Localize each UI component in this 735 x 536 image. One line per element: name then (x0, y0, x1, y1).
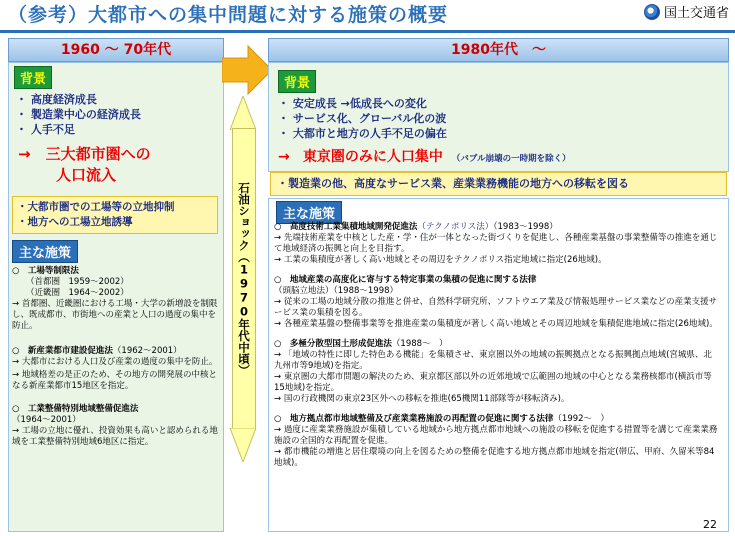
measure-new-industrial-cities: ○ 新産業都市建設促進法（1962〜2001） → 大都市における人口及び産業の過度の集中を防止。 → 地域格差の是正のため、その地方の開発展の中核となる新産業都市15地区を指定。 (12, 346, 218, 391)
left-measures-tag: 主な施策 (12, 240, 78, 263)
left-background-list (16, 92, 216, 137)
page-number: 22 (703, 518, 717, 531)
list-item: ・ 製造業中心の経済成長 (16, 108, 141, 121)
list-item: ・ 安定成長 →低成長への変化 (278, 97, 427, 110)
list-item: ・ 大都市と地方の人手不足の偏在 (278, 127, 447, 140)
tokyo-concentration: → 東京圏のみに人口集中 （バブル崩壊の一時期を除く） (278, 149, 571, 165)
left-background-tag: 背景 (14, 66, 52, 89)
measure-industrial-development-areas: ○ 工業整備特別地域整備促進法 （1964〜2001） → 工場の立地に優れ、投資効果も高いと認められる地域を工業整備特別地域6地区に指定。 (12, 404, 218, 447)
policy-line: ・大都市圏での工場等の立地抑制 (17, 201, 175, 213)
list-item: ・ 高度経済成長 (16, 93, 97, 106)
page-title: （参考）大都市への集中問題に対する施策の概要 (8, 4, 449, 26)
right-measures-tag: 主な施策 (276, 201, 342, 224)
left-measures-list (12, 266, 218, 448)
period-header-1960s: 1960 〜 70年代 (8, 38, 224, 62)
right-background-tag: 背景 (278, 70, 316, 93)
left-policy-box (12, 196, 218, 234)
right-measures-list (274, 222, 720, 469)
ministry-logo (644, 2, 729, 21)
measure-brain-location: ○ 地域産業の高度化に寄与する特定事業の集積の促進に関する法律 （頭脳立地法）（1988〜1998） → 従来の工場の地域分散の推進と併せ、自然科学研究所、ソフトウエア業及び情報処理サービス業などの産業支援サービス業の集積を図る。 → 各種産業基盤の整備事業等を推進産業の集積度が著しく高い地域とその周辺地域を集積促進地域に指定(26地域)。 (274, 275, 718, 329)
policy-line: ・地方への工場立地誘導 (17, 216, 133, 228)
list-item: ・ 人手不足 (16, 123, 75, 136)
population-influx-line1: → 三大都市圏への (18, 145, 151, 163)
title-divider (0, 30, 735, 33)
measure-factory-restriction: ○ 工場等制限法 （首都圏 1959〜2002） （近畿圏 1964〜2002） → 首都圏、近畿圏における工場・大学の新増設を制限し、既成都市、市街地への産業と人口の過度の集中を防止。 (12, 266, 218, 331)
right-policy-box (270, 172, 727, 196)
period-header-1980s: 1980年代 〜 (268, 38, 729, 62)
measure-regional-hub-cities: ○ 地方拠点都市地域整備及び産業業務施設の再配置の促進に関する法律（1992〜 ） → 過度に産業業務施設が集積している地域から地方拠点都市地域への施設の移転を促進する措置等を講じて産業業務施設の全国的な再配置を促進。 → 都市機能の増進と居住環境の向上を図るための整備を促進する地方拠点都市地域を指定(帯広、甲府、久留米等84地域)。 (274, 414, 718, 468)
period-transition-arrow (222, 44, 274, 96)
mlit-logo-icon (644, 4, 660, 20)
list-item: ・ サービス化、グローバル化の波 (278, 112, 447, 125)
measure-technopolis: ○ 高度技術工業集積地域開発促進法（テクノポリス法）（1983〜1998） → 先端技術産業を中核とした産・学・住が一体となった街づくりを促進し、各種産業基盤の事業整備等の推進を通じて地域経済の振興と向上を目指す。 → 工業の集積度が著しく高い地域とその周辺をテクノポリス指定地域に指定(26地域)。 (274, 222, 718, 265)
ministry-name: 国土交通省 (663, 6, 729, 21)
policy-line: ・製造業の他、高度なサービス業、産業業務機能の地方への移転を図る (277, 177, 629, 190)
population-influx-line2: 人口流入 (56, 166, 117, 184)
oil-shock-up-arrow (229, 96, 257, 130)
oil-shock-label: 石油ショック（1970年代中頃） (232, 128, 256, 430)
oil-shock-down-arrow (229, 428, 257, 462)
measure-multipolar: ○ 多極分散型国土形成促進法（1988〜 ） → 「地域の特性に即した特色ある機能」を集積させ、東京圏以外の地域の振興拠点となる振興拠点地域(宮城県、北九州市等9地域)を指定。 → 東京圏の大都市問題の解決のため、東京都区部以外の近郊地域で広範囲の地域の中心となる業務核都市(横浜市等15地域)を指定。 → 国の行政機関の東京23区外への移転を推進(65機関11部隊等が移転済み)。 (274, 339, 712, 404)
right-background-list (278, 96, 718, 141)
